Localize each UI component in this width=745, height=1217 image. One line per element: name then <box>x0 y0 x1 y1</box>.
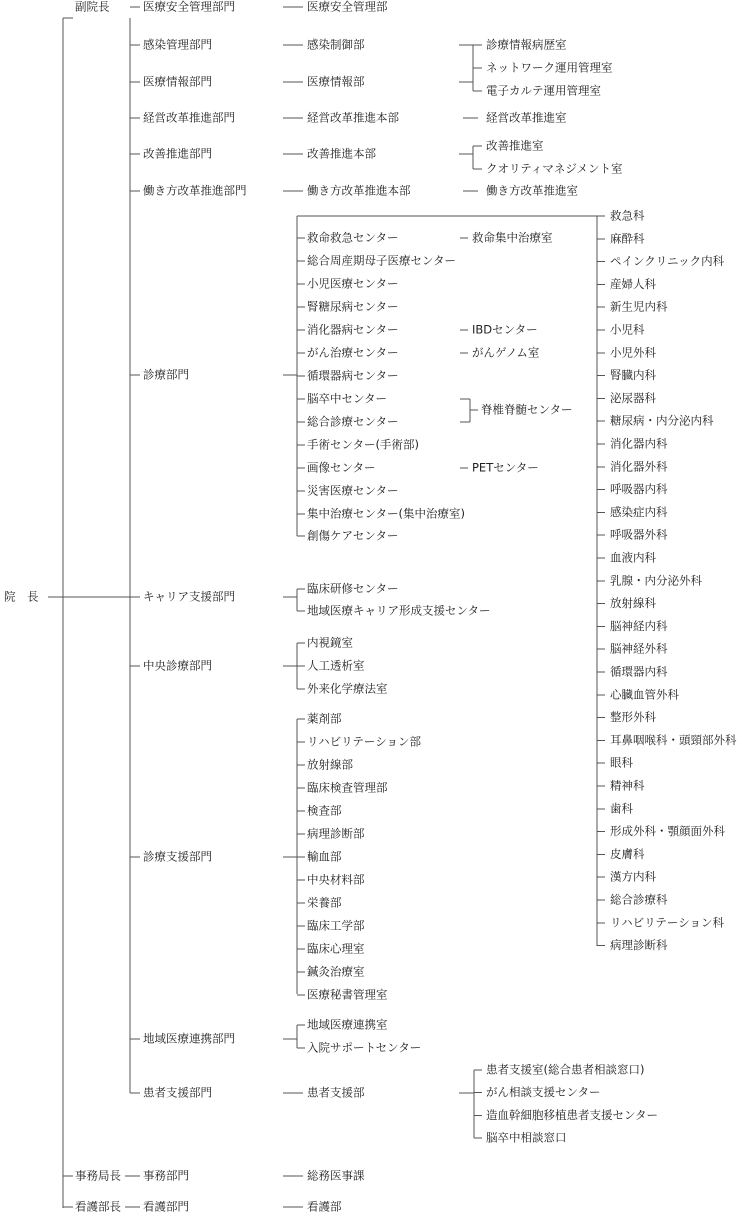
office-o5: 改善推進室 <box>486 138 544 153</box>
clinical-department: 形成外科・顎顔面外科 <box>610 824 725 839</box>
root-label: 院 長 <box>4 589 39 604</box>
department-p4: 経営改革推進本部 <box>307 110 399 125</box>
support-u8: 中央材料部 <box>307 872 365 887</box>
clinical-department: 麻酔科 <box>610 231 645 246</box>
clinical-department: 脳神経外科 <box>610 641 668 656</box>
department-p2: 感染制御部 <box>307 37 365 52</box>
support-u10: 臨床工学部 <box>307 918 365 933</box>
clinical-department: 歯科 <box>610 801 633 816</box>
executive-vice: 副院長 <box>75 0 110 14</box>
clinical-department: 心臓血管外科 <box>610 687 679 702</box>
clinical-department: 産婦人科 <box>610 276 656 291</box>
support-u4: 臨床検査管理部 <box>307 780 388 795</box>
division-d10: 診療支援部門 <box>143 849 212 864</box>
support-u5: 検査部 <box>307 803 342 818</box>
clinical-department: 小児科 <box>610 322 645 337</box>
org-labels <box>4 0 737 1214</box>
subcenter-s1: 救命集中治療室 <box>472 230 553 245</box>
center-c11: 画像センター <box>307 460 376 475</box>
office-o6: クオリティマネジメント室 <box>486 161 623 176</box>
clinical-department: 感染症内科 <box>610 504 668 519</box>
division-d7: 診療部門 <box>143 367 189 382</box>
clinical-department: 救急科 <box>610 208 645 223</box>
clinical-department: 耳鼻咽喉科・頭頸部外科 <box>610 732 737 747</box>
clinical-department: 精神科 <box>610 778 645 793</box>
center-c10: 手術センター(手術部) <box>307 437 420 452</box>
center-c13: 集中治療センター(集中治療室) <box>307 506 466 521</box>
executive-kango: 看護部長 <box>75 1199 121 1214</box>
clinical-department: 呼吸器内科 <box>610 482 668 497</box>
center-c1: 救命救急センター <box>307 230 399 245</box>
patient-support-ps3: 造血幹細胞移植患者支援センター <box>486 1107 659 1122</box>
career-k1: 臨床研修センター <box>307 581 399 596</box>
central-t2: 人工透析室 <box>307 658 365 673</box>
center-c2: 総合周産期母子医療センター <box>307 253 457 268</box>
division-d12: 患者支援部門 <box>143 1085 212 1100</box>
center-c8: 脳卒中センター <box>307 391 388 406</box>
subcenter-s3: がんゲノム室 <box>472 345 540 360</box>
department-p7: 患者支援部 <box>307 1085 365 1100</box>
department-p3: 医療情報部 <box>307 74 365 89</box>
center-c4: 腎糖尿病センター <box>307 299 399 314</box>
clinical-department: 小児外科 <box>610 345 656 360</box>
center-c7: 循環器病センター <box>307 368 399 383</box>
office-o2: ネットワーク運用管理室 <box>486 60 613 75</box>
division-d9: 中央診療部門 <box>143 658 212 673</box>
division-d11: 地域医療連携部門 <box>143 1031 235 1046</box>
subcenter-s5: PETセンター <box>472 460 539 475</box>
center-c9: 総合診療センター <box>307 414 399 429</box>
clinical-department: 放射線科 <box>610 596 656 611</box>
clinical-department: 漢方内科 <box>610 869 656 884</box>
career-k2: 地域医療キャリア形成支援センター <box>307 603 491 618</box>
clinical-department: 皮膚科 <box>610 846 645 861</box>
office-o7: 働き方改革推進室 <box>486 183 578 198</box>
department-p8: 総務医事課 <box>307 1168 365 1183</box>
center-c14: 創傷ケアセンター <box>307 528 399 543</box>
clinical-department: リハビリテーション科 <box>610 915 724 930</box>
support-u12: 鍼灸治療室 <box>307 964 365 979</box>
clinical-department: 消化器内科 <box>610 436 668 451</box>
support-u13: 医療秘書管理室 <box>307 987 388 1002</box>
clinical-department: 総合診療科 <box>610 892 668 907</box>
central-t1: 内視鏡室 <box>307 635 353 650</box>
division-d13: 事務部門 <box>143 1168 189 1183</box>
regional-r2: 入院サポートセンター <box>307 1040 422 1055</box>
regional-r1: 地域医療連携室 <box>307 1017 388 1032</box>
executive-jimu: 事務局長 <box>75 1168 121 1183</box>
clinical-department: 循環器内科 <box>610 664 668 679</box>
division-d3: 医療情報部門 <box>143 74 212 89</box>
patient-support-ps1: 患者支援室(総合患者相談窓口) <box>486 1062 645 1077</box>
department-p6: 働き方改革推進本部 <box>307 183 411 198</box>
support-u9: 栄養部 <box>307 895 342 910</box>
clinical-department: 呼吸器外科 <box>610 527 668 542</box>
patient-support-ps2: がん相談支援センター <box>486 1085 601 1100</box>
support-u3: 放射線部 <box>307 757 353 772</box>
clinical-department: 眼科 <box>610 755 633 770</box>
clinical-department: 病理診断科 <box>610 938 668 953</box>
office-o1: 診療情報病歴室 <box>486 37 567 52</box>
clinical-department: 消化器外科 <box>610 459 668 474</box>
clinical-department: 新生児内科 <box>610 299 668 314</box>
clinical-department: 腎臓内科 <box>610 368 656 383</box>
division-d1: 医療安全管理部門 <box>143 0 235 14</box>
center-c12: 災害医療センター <box>307 483 399 498</box>
central-t3: 外来化学療法室 <box>307 681 388 696</box>
support-u1: 薬剤部 <box>307 711 342 726</box>
office-o3: 電子カルテ運用管理室 <box>486 83 601 98</box>
subcenter-s4: 脊椎脊髄センター <box>481 402 573 417</box>
clinical-department: 整形外科 <box>610 710 656 725</box>
support-u11: 臨床心理室 <box>307 941 365 956</box>
center-c3: 小児医療センター <box>307 276 399 291</box>
division-d8: キャリア支援部門 <box>143 589 235 604</box>
clinical-department: 泌尿器科 <box>610 390 656 405</box>
center-c6: がん治療センター <box>307 345 399 360</box>
division-d4: 経営改革推進部門 <box>143 110 235 125</box>
division-d2: 感染管理部門 <box>143 37 212 52</box>
department-p5: 改善推進本部 <box>307 146 376 161</box>
clinical-department: 乳腺・内分泌外科 <box>610 573 702 588</box>
center-c5: 消化器病センター <box>307 322 399 337</box>
department-p1: 医療安全管理部 <box>307 0 388 14</box>
division-d14: 看護部門 <box>143 1199 189 1214</box>
clinical-department: 糖尿病・内分泌内科 <box>610 413 714 428</box>
patient-support-ps4: 脳卒中相談窓口 <box>486 1130 567 1145</box>
division-d6: 働き方改革推進部門 <box>143 183 247 198</box>
clinical-department: 血液内科 <box>610 550 656 565</box>
clinical-department: 脳神経内科 <box>610 618 668 633</box>
department-p9: 看護部 <box>307 1199 342 1214</box>
office-o4: 経営改革推進室 <box>486 110 567 125</box>
division-d5: 改善推進部門 <box>143 146 212 161</box>
support-u7: 輸血部 <box>307 849 342 864</box>
subcenter-s2: IBDセンター <box>472 322 538 337</box>
support-u6: 病理診断部 <box>307 826 365 841</box>
support-u2: リハビリテーション部 <box>307 734 421 749</box>
clinical-department: ペインクリニック内科 <box>610 254 725 269</box>
